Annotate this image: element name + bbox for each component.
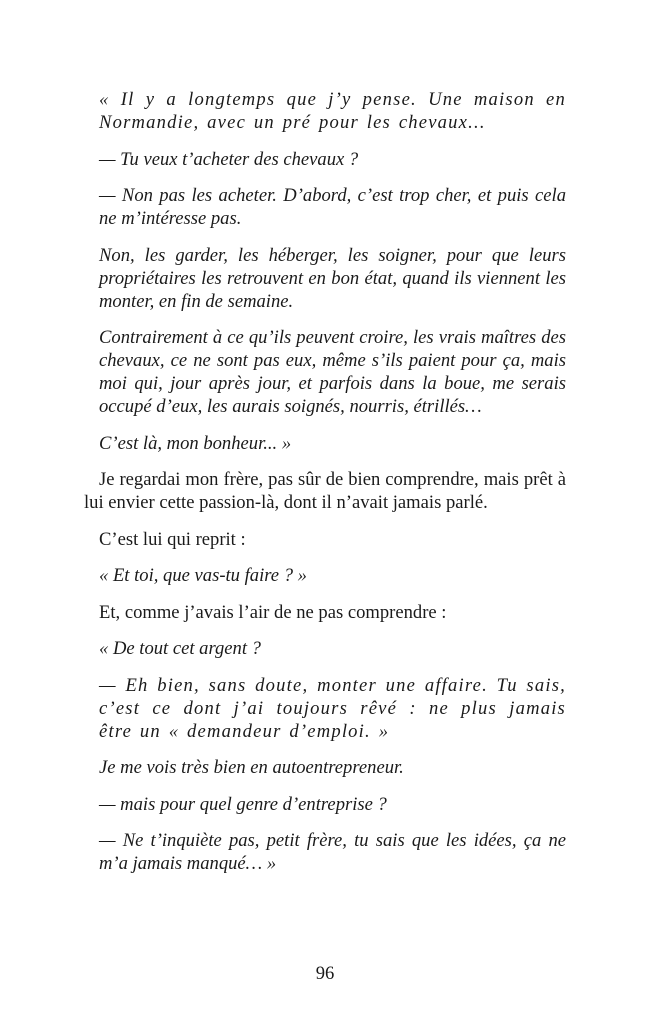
paragraph-6: C’est là, mon bonheur... » <box>99 432 292 454</box>
paragraph-13: Je me vois très bien en autoentrepreneur. <box>99 757 404 778</box>
page-number: 96 <box>315 963 335 984</box>
paragraph-7: Je regardai mon frère, pas sûr de bien comprendre, mais prêt à lui envier cette passion-là, dont il n’avait jamais parlé. <box>84 469 566 513</box>
paragraph-1: « Il y a longtemps que j’y pense. Une maison en Normandie, avec un pré pour les chevaux... <box>99 89 566 133</box>
paragraph-2: — Tu veux t’acheter des chevaux ? <box>99 148 359 170</box>
paragraph-4: Non, les garder, les héberger, les soigner, pour que leurs propriétaires les retrouvent en bon état, quand ils viennent les monter, en fin de semaine. <box>99 244 566 312</box>
body-text <box>84 88 566 889</box>
paragraph-11: « De tout cet argent ? <box>99 638 261 659</box>
paragraph-12: — Eh bien, sans doute, monter une affaire. Tu sais, c’est ce dont j’ai toujours rêvé : ne plus jamais être un « demandeur d’emploi. » <box>99 674 566 742</box>
paragraph-8: C’est lui qui reprit : <box>99 528 246 550</box>
paragraph-15: — Ne t’inquiète pas, petit frère, tu sais que les idées, ça ne m’a jamais manqué… » <box>99 830 566 874</box>
paragraph-3: — Non pas les acheter. D’abord, c’est trop cher, et puis cela ne m’intéresse pas. <box>99 185 566 229</box>
paragraph-10: Et, comme j’avais l’air de ne pas comprendre : <box>99 601 447 623</box>
paragraph-14: — mais pour quel genre d’entreprise ? <box>99 793 387 815</box>
paragraph-9: « Et toi, que vas-tu faire ? » <box>99 565 307 586</box>
paragraph-5: Contrairement à ce qu’ils peuvent croire, les vrais maîtres des chevaux, ce ne sont pas eux, même s’ils paient pour ça, mais moi qui, jour après jour, et parfois dans la boue, me serais occupé d’eux, les aurais soignés, nourris, étrillés… <box>99 327 566 417</box>
